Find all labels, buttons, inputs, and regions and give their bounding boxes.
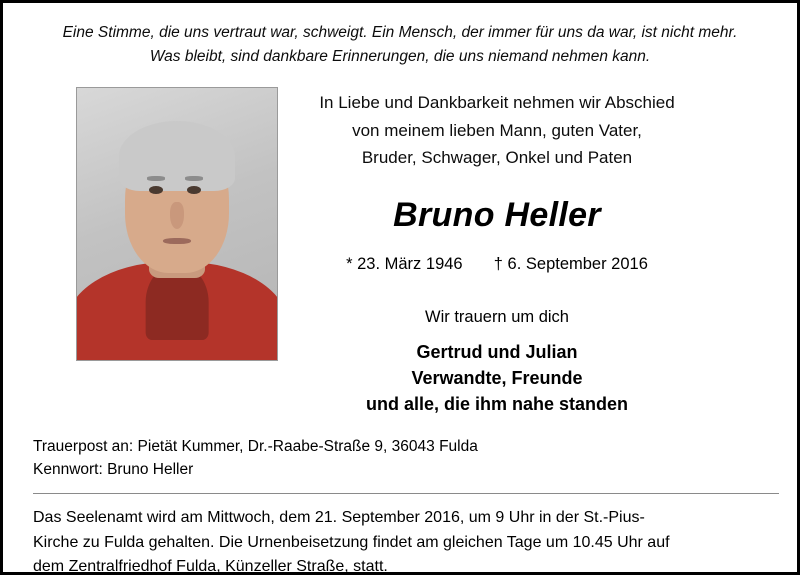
announcement-text: [233, 81, 779, 417]
portrait-container: [21, 81, 233, 361]
photo-eyebrow-right: [185, 176, 203, 180]
service-block: [33, 506, 779, 579]
footer-divider: [33, 493, 779, 494]
deceased-name: Bruno Heller: [393, 195, 601, 234]
birth-date: * 23. März 1946: [346, 254, 463, 273]
intro-line-2: von meinem lieben Mann, guten Vater,: [352, 120, 642, 140]
death-date: † 6. September 2016: [493, 254, 648, 273]
contact-line-1: Trauerpost an: Pietät Kummer, Dr.-Raabe-Straße 9, 36043 Fulda: [33, 437, 478, 455]
epitaph-line-2: Was bleibt, sind dankbare Erinnerungen, die uns niemand nehmen kann.: [149, 48, 651, 66]
epitaph: [3, 3, 797, 69]
mourners-line-2: Verwandte, Freunde: [411, 367, 583, 388]
main-content: [3, 69, 797, 417]
service-line-1: Das Seelenamt wird am Mittwoch, dem 21. September 2016, um 9 Uhr in der St.-Pius-: [33, 509, 645, 527]
epitaph-line-1: Eine Stimme, die uns vertraut war, schweigt. Ein Mensch, der immer für uns da war, ist nicht mehr.: [62, 24, 738, 41]
mourners-line-1: Gertrud und Julian: [416, 341, 578, 362]
mourning-lead: Wir trauern um dich: [425, 307, 569, 326]
footer: [3, 435, 797, 579]
portrait-photo: [76, 87, 278, 361]
photo-eye-right: [187, 186, 201, 194]
photo-mouth: [163, 238, 191, 245]
contact-block: [33, 435, 779, 482]
photo-hair: [119, 121, 235, 192]
life-dates: [233, 255, 761, 274]
mourners-line-3: und alle, die ihm nahe standen: [365, 393, 629, 414]
intro-line-3: Bruder, Schwager, Onkel und Paten: [361, 148, 633, 168]
photo-eye-left: [149, 186, 163, 194]
service-line-3: dem Zentralfriedhof Fulda, Künzeller Straße, statt.: [33, 558, 388, 576]
photo-eyebrow-left: [147, 176, 165, 180]
intro-block: [233, 89, 761, 172]
service-line-2: Kirche zu Fulda gehalten. Die Urnenbeisetzung findet am gleichen Tage um 10.45 Uhr auf: [33, 533, 670, 551]
intro-line-1: In Liebe und Dankbarkeit nehmen wir Abschied: [319, 93, 675, 113]
photo-nose: [170, 202, 184, 229]
contact-line-2: Kennwort: Bruno Heller: [33, 461, 194, 479]
mourners-block: [233, 339, 761, 417]
